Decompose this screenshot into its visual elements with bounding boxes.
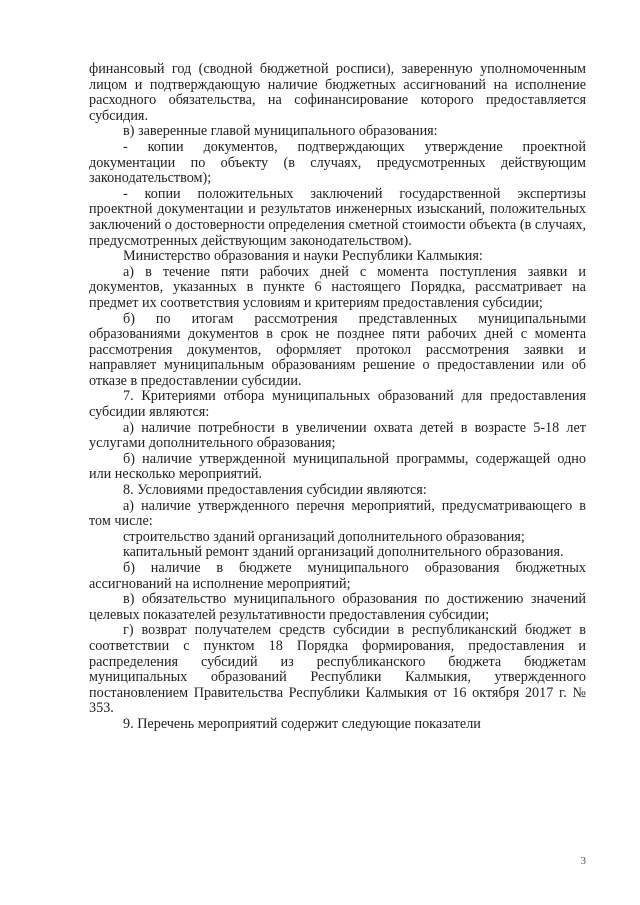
paragraph-section-7: 7. Критериями отбора муниципальных образований для предоставления субсидии являются: [89,388,586,421]
paragraph-section-8: 8. Условиями предоставления субсидии являются: [123,482,427,499]
paragraph-item-b-protocol: б) по итогам рассмотрения представленных муниципальными образованиями документов в срок не позднее пяти рабочих дней с момента рассмотрения документов, оформляет протокол рассмотрения заявки и направляет муниципальным образованиям решение о предоставлении или об отказе в предоставлении субсидии. [89,310,586,389]
paragraph-construction: строительство зданий организаций дополнительного образования; [123,528,525,545]
paragraph-repair: капитальный ремонт зданий организаций дополнительного образования. [123,544,564,561]
paragraph-ministry: Министерство образования и науки Республики Калмыкия: [123,248,483,265]
paragraph-continuation: финансовый год (сводной бюджетной росписи), заверенную уполномоченным лицом и подтверждающую наличие бюджетных ассигнований на исполнение расходного обязательства, на софинансирование которого предоставляется субсидия. [89,61,586,124]
paragraph-condition-b: б) наличие в бюджете муниципального образования бюджетных ассигнований на исполнение мероприятий; [89,560,586,592]
paragraph-condition-g: г) возврат получателем средств субсидии в республиканский бюджет в соответствии с пунктом 18 Порядка формирования, предоставления и распределения субсидий из республиканского бюджета бюджетам муниципальных образований Республики Калмыкия, утвержденного постановлением Правительства Республики Калмыкия от 16 октября 2017 г. № 353. [89,622,586,717]
paragraph-condition-a: а) наличие утвержденного перечня мероприятий, предусматривающего в том числе: [89,497,586,530]
paragraph-item-v: в) заверенные главой муниципального образования: [123,123,438,140]
paragraph-section-9: 9. Перечень мероприятий содержит следующие показатели [123,715,481,732]
paragraph-condition-v: в) обязательство муниципального образования по достижению значений целевых показателей результативности предоставления субсидии; [89,591,586,623]
document-body [89,62,586,733]
paragraph-dash-project-docs: - копии документов, подтверждающих утверждение проектной документации по объекту (в случаях, предусмотренных действующим законодательством); [89,138,586,187]
paragraph-criterion-a: а) наличие потребности в увеличении охвата детей в возрасте 5-18 лет услугами дополнительного образования; [89,419,586,452]
paragraph-dash-expertise: - копии положительных заключений государственной экспертизы проектной документации и результатов инженерных изысканий, положительных заключений о достоверности определения сметной стоимости объекта (в случаях, предусмотренных действующим законодательством). [89,185,586,249]
page-number: 3 [580,855,586,867]
paragraph-item-a-review: а) в течение пяти рабочих дней с момента поступления заявки и документов, указанных в пункте 6 настоящего Порядка, рассматривает на предмет их соответствия условиям и критериям предоставления субсидии; [89,263,586,311]
paragraph-criterion-b: б) наличие утвержденной муниципальной программы, содержащей одно или несколько мероприятий. [89,450,586,483]
